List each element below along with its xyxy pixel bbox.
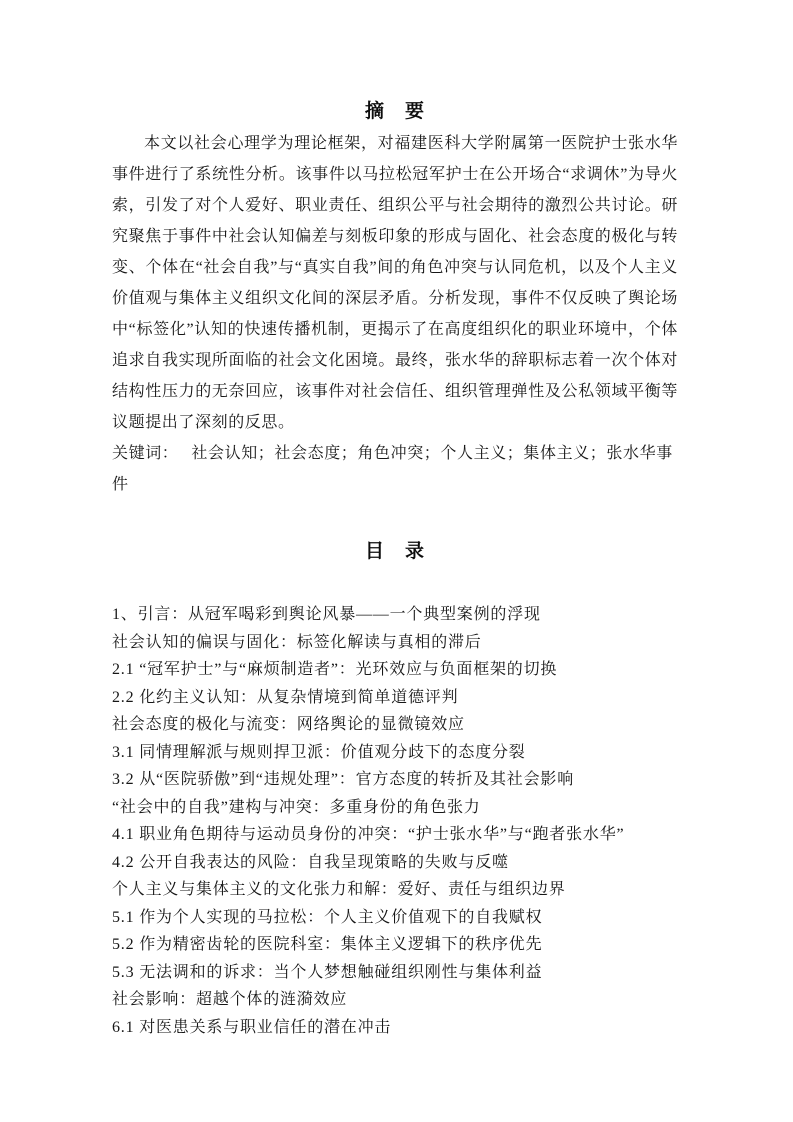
toc-entry: “社会中的自我”建构与冲突：多重身份的角色张力 [112,798,481,816]
keywords-text: 社会认知；社会态度；角色冲突；个人主义；集体主义；张水华事件 [112,445,673,493]
abstract-paragraph: 本文以社会心理学为理论框架，对福建医科大学附属第一医院护士张水华事件进行了系统性分析。该事件以马拉松冠军护士在公开场合“求调休”为导火索，引发了对个人爱好、职业责任、组织公平与社会期待的激烈公共讨论。研究聚焦于事件中社会认知偏差与刻板印象的形成与固化、社会态度的极化与转变、个体在“社会自我”与“真实自我”间的角色冲突与认同危机，以及个人主义价值观与集体主义组织文化间的深层矛盾。分析发现，事件不仅反映了舆论场中“标签化”认知的快速传播机制，更揭示了在高度组织化的职业环境中，个体追求自我实现所面临的社会文化困境。最终，张水华的辞职标志着一次个体对结构性压力的无奈回应，该事件对社会信任、组织管理弹性及公私领域平衡等议题提出了深刻的反思。 [112,135,678,431]
keywords-line [112,438,678,500]
toc-entry: 5.3 无法调和的诉求：当个人梦想触碰组织刚性与集体利益 [112,963,543,981]
toc-entry: 5.2 作为精密齿轮的医院科室：集体主义逻辑下的秩序优先 [112,936,543,953]
toc-entry: 社会态度的极化与流变：网络舆论的显微镜效应 [112,716,465,733]
toc-entry: 4.2 公开自我表达的风险：自我呈现策略的失败与反噬 [112,853,509,871]
toc-entry: 4.1 职业角色期待与运动员身份的冲突：“护士张水华”与“跑者张水华” [112,826,625,843]
toc-entry: 1、引言：从冠军喝彩到舆论风暴——一个典型案例的浮现 [112,606,541,623]
toc-entry: 2.2 化约主义认知：从复杂情境到简单道德评判 [112,688,459,706]
toc-entry: 3.2 从“医院骄傲”到“违规处理”：官方态度的转折及其社会影响 [112,771,575,788]
toc-entry: 6.1 对医患关系与职业信任的潜在冲击 [112,1018,392,1036]
toc-entry: 社会认知的偏误与固化：标签化解读与真相的滞后 [112,633,482,651]
toc-entry: 社会影响：超越个体的涟漪效应 [112,991,348,1008]
toc-list [112,601,678,1041]
toc-title: 目 录 [364,541,425,562]
abstract-title: 摘 要 [364,101,425,122]
keywords-label: 关键词： [112,445,179,462]
toc-entry: 5.1 作为个人实现的马拉松：个人主义价值观下的自我赋权 [112,908,543,926]
toc-entry: 3.1 同情理解派与规则捍卫派：价值观分歧下的态度分裂 [112,743,526,761]
toc-entry: 2.1 “冠军护士”与“麻烦制造者”：光环效应与负面框架的切换 [112,661,558,678]
toc-entry: 个人主义与集体主义的文化张力和解：爱好、责任与组织边界 [112,881,566,898]
